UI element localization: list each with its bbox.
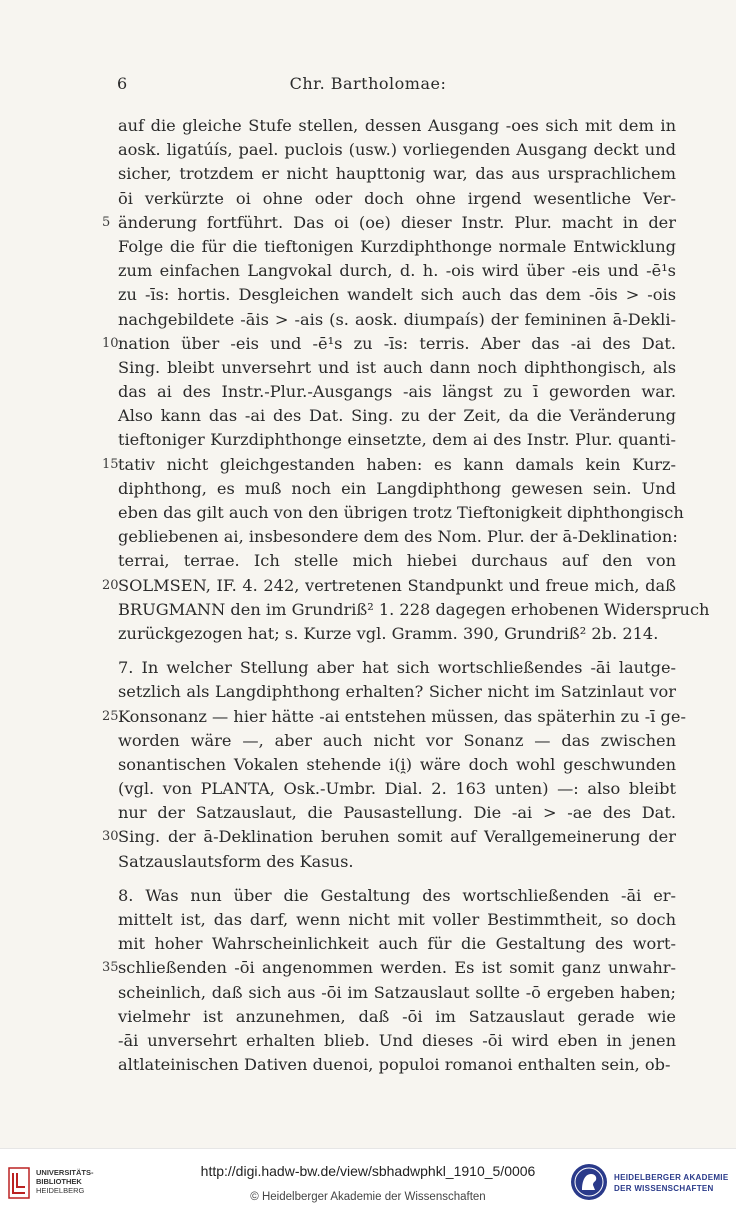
text-line <box>118 308 676 332</box>
text-line <box>118 884 676 908</box>
line-text: mit hoher Wahrscheinlichkeit auch für die Gestaltung des wort- <box>118 934 676 954</box>
line-text: Konsonanz — hier hätte -ai entstehen müssen, das späterhin zu -ī ge- <box>118 706 686 726</box>
footer-bar <box>0 1148 736 1215</box>
line-text: gebliebenen ai, insbesondere dem des Nom. Plur. der ā-Deklination: <box>118 527 678 547</box>
text-line <box>102 332 676 356</box>
text-line <box>118 932 676 956</box>
text-line <box>118 356 676 380</box>
text-line <box>118 428 676 452</box>
text-line <box>118 259 676 283</box>
line-text: zu -īs: hortis. Desgleichen wandelt sich auch das dem -ōis > -ois <box>118 285 676 305</box>
line-number: 35 <box>102 960 119 976</box>
text-line <box>118 477 676 501</box>
line-number: 30 <box>102 829 119 845</box>
text-line <box>118 114 676 138</box>
text-line <box>118 235 676 259</box>
text-line <box>118 1005 676 1029</box>
line-text: aosk. ligatúís, pael. puclois (usw.) vorliegenden Ausgang deckt und <box>118 140 676 160</box>
text-line <box>102 453 676 477</box>
line-text: (vgl. von PLANTA, Osk.-Umbr. Dial. 2. 163 unten) —: also bleibt <box>118 779 676 799</box>
text-line <box>102 211 676 235</box>
text-line <box>118 549 676 573</box>
text-line <box>118 753 676 777</box>
text-line <box>102 825 676 849</box>
text-line <box>118 908 676 932</box>
line-number: 5 <box>102 214 111 230</box>
text-line <box>118 598 710 622</box>
line-number: 10 <box>102 335 119 351</box>
text-line <box>118 501 684 525</box>
academy-line-1: HEIDELBERGER AKADEMIE <box>614 1173 729 1182</box>
text-line <box>118 850 676 874</box>
academy-seal-icon <box>570 1163 608 1201</box>
line-text: Also kann das -ai des Dat. Sing. zu der Zeit, da die Veränderung <box>118 406 676 426</box>
line-text: zurückgezogen hat; s. Kurze vgl. Gramm. 390, Grundriß² 2b. 214. <box>118 623 659 643</box>
text-line <box>118 801 676 825</box>
running-title: Chr. Bartholomae: <box>289 74 447 93</box>
line-text: Satzauslautsform des Kasus. <box>118 851 354 871</box>
line-text: Sing. bleibt unversehrt und ist auch dann noch diphthongisch, als <box>118 357 676 377</box>
line-text: diphthong, es muß noch ein Langdiphthong gewesen sein. Und <box>118 478 676 498</box>
academy-logo[interactable] <box>570 1163 730 1203</box>
text-line <box>118 380 676 404</box>
text-line <box>118 283 676 307</box>
line-text: -āi unversehrt erhalten blieb. Und dieses -ōi wird eben in jenen <box>118 1030 676 1050</box>
line-text: änderung fortführt. Das oi (oe) dieser Instr. Plur. macht in der <box>118 212 676 232</box>
text-line <box>118 777 676 801</box>
line-text: auf die gleiche Stufe stellen, dessen Ausgang -oes sich mit dem in <box>118 116 676 135</box>
line-text: Folge die für die tieftonigen Kurzdiphthonge normale Entwicklung <box>118 236 676 256</box>
academy-name <box>614 1172 728 1194</box>
line-number: 20 <box>102 577 119 593</box>
line-text: 8. Was nun über die Gestaltung des wortschließenden -āi er- <box>118 885 676 905</box>
text-line <box>118 1029 676 1053</box>
line-text: nation über -eis und -ē¹s zu -īs: terris. Aber das -ai des Dat. <box>118 333 676 353</box>
line-text: 7. In welcher Stellung aber hat sich wortschließendes -āi lautge- <box>118 658 676 678</box>
academy-line-2: DER WISSENSCHAFTEN <box>614 1184 714 1193</box>
line-text: SOLMSEN, IF. 4. 242, vertretenen Standpunkt und freue mich, daß <box>118 575 676 595</box>
text-line <box>118 981 676 1005</box>
line-text: schließenden -ōi angenommen werden. Es ist somit ganz unwahr- <box>118 958 676 978</box>
line-text: worden wäre —, aber auch nicht vor Sonanz — das zwischen <box>118 730 676 750</box>
text-line <box>118 187 676 211</box>
library-line-3: HEIDELBERG <box>36 1186 85 1195</box>
line-text: vielmehr ist anzunehmen, daß -ōi im Satzauslaut gerade wie <box>118 1006 676 1026</box>
library-line-2: BIBLIOTHEK <box>36 1177 82 1186</box>
page-header <box>0 74 736 98</box>
line-number: 25 <box>102 708 119 724</box>
line-text: Sing. der ā-Deklination beruhen somit auf Verallgemeinerung der <box>118 827 676 847</box>
line-text: tativ nicht gleichgestanden haben: es kann damals kein Kurz- <box>118 454 676 474</box>
text-line <box>118 404 676 428</box>
line-text: terrai, terrae. Ich stelle mich hiebei durchaus auf den von <box>118 551 676 571</box>
body-text <box>102 114 710 1077</box>
line-text: mittelt ist, das darf, wenn nicht mit voller Bestimmtheit, so doch <box>118 910 676 929</box>
line-number: 15 <box>102 456 119 472</box>
line-text: tieftoniger Kurzdiphthonge einsetzte, dem ai des Instr. Plur. quanti- <box>118 430 676 450</box>
line-text: setzlich als Langdiphthong erhalten? Sicher nicht im Satzinlaut vor <box>118 682 676 702</box>
text-line <box>102 956 676 980</box>
page-number: 6 <box>117 74 128 93</box>
line-text: nur der Satzauslaut, die Pausastellung. Die -ai > -ae des Dat. <box>118 803 676 823</box>
line-text: BRUGMANN den im Grundriß² 1. 228 dagegen erhobenen Widerspruch <box>118 599 710 619</box>
text-line <box>118 162 676 186</box>
text-line <box>118 138 676 162</box>
text-line <box>118 656 676 680</box>
line-text: altlateinischen Dativen duenoi, populoi romanoi enthalten sein, ob- <box>118 1055 671 1075</box>
line-text: nachgebildete -āis > -ais (s. aosk. diumpaís) der femininen ā-Dekli- <box>118 309 676 329</box>
line-text: sonantischen Vokalen stehende i(i̯) wäre doch wohl geschwunden <box>118 754 676 774</box>
text-line <box>118 729 676 753</box>
library-line-1: UNIVERSITÄTS- <box>36 1168 94 1177</box>
source-url-link[interactable]: http://digi.hadw-bw.de/view/sbhadwphkl_1910_5/0006 <box>200 1163 536 1179</box>
text-line <box>118 622 676 646</box>
paragraph-gap <box>118 874 676 884</box>
copyright-notice: © Heidelberger Akademie der Wissenschaften <box>250 1191 486 1203</box>
line-text: das ai des Instr.-Plur.-Ausgangs -ais längst zu ī geworden war. <box>118 382 676 402</box>
line-text: ōi verkürzte oi ohne oder doch ohne irgend wesentliche Ver- <box>118 188 676 208</box>
text-line <box>102 574 676 598</box>
line-text: zum einfachen Langvokal durch, d. h. -ois wird über -eis und -ē¹s <box>118 261 676 281</box>
line-text: scheinlich, daß sich aus -ōi im Satzauslaut sollte -ō ergeben haben; <box>118 982 676 1002</box>
text-line <box>118 1053 676 1077</box>
text-line <box>118 680 676 704</box>
line-text: eben das gilt auch von den übrigen trotz Tieftonigkeit diphthongisch <box>118 503 684 522</box>
text-line <box>102 705 686 729</box>
paragraph-gap <box>118 646 676 656</box>
text-line <box>118 525 676 549</box>
line-text: sicher, trotzdem er nicht haupttonig war, das aus ursprachlichem <box>118 164 676 184</box>
